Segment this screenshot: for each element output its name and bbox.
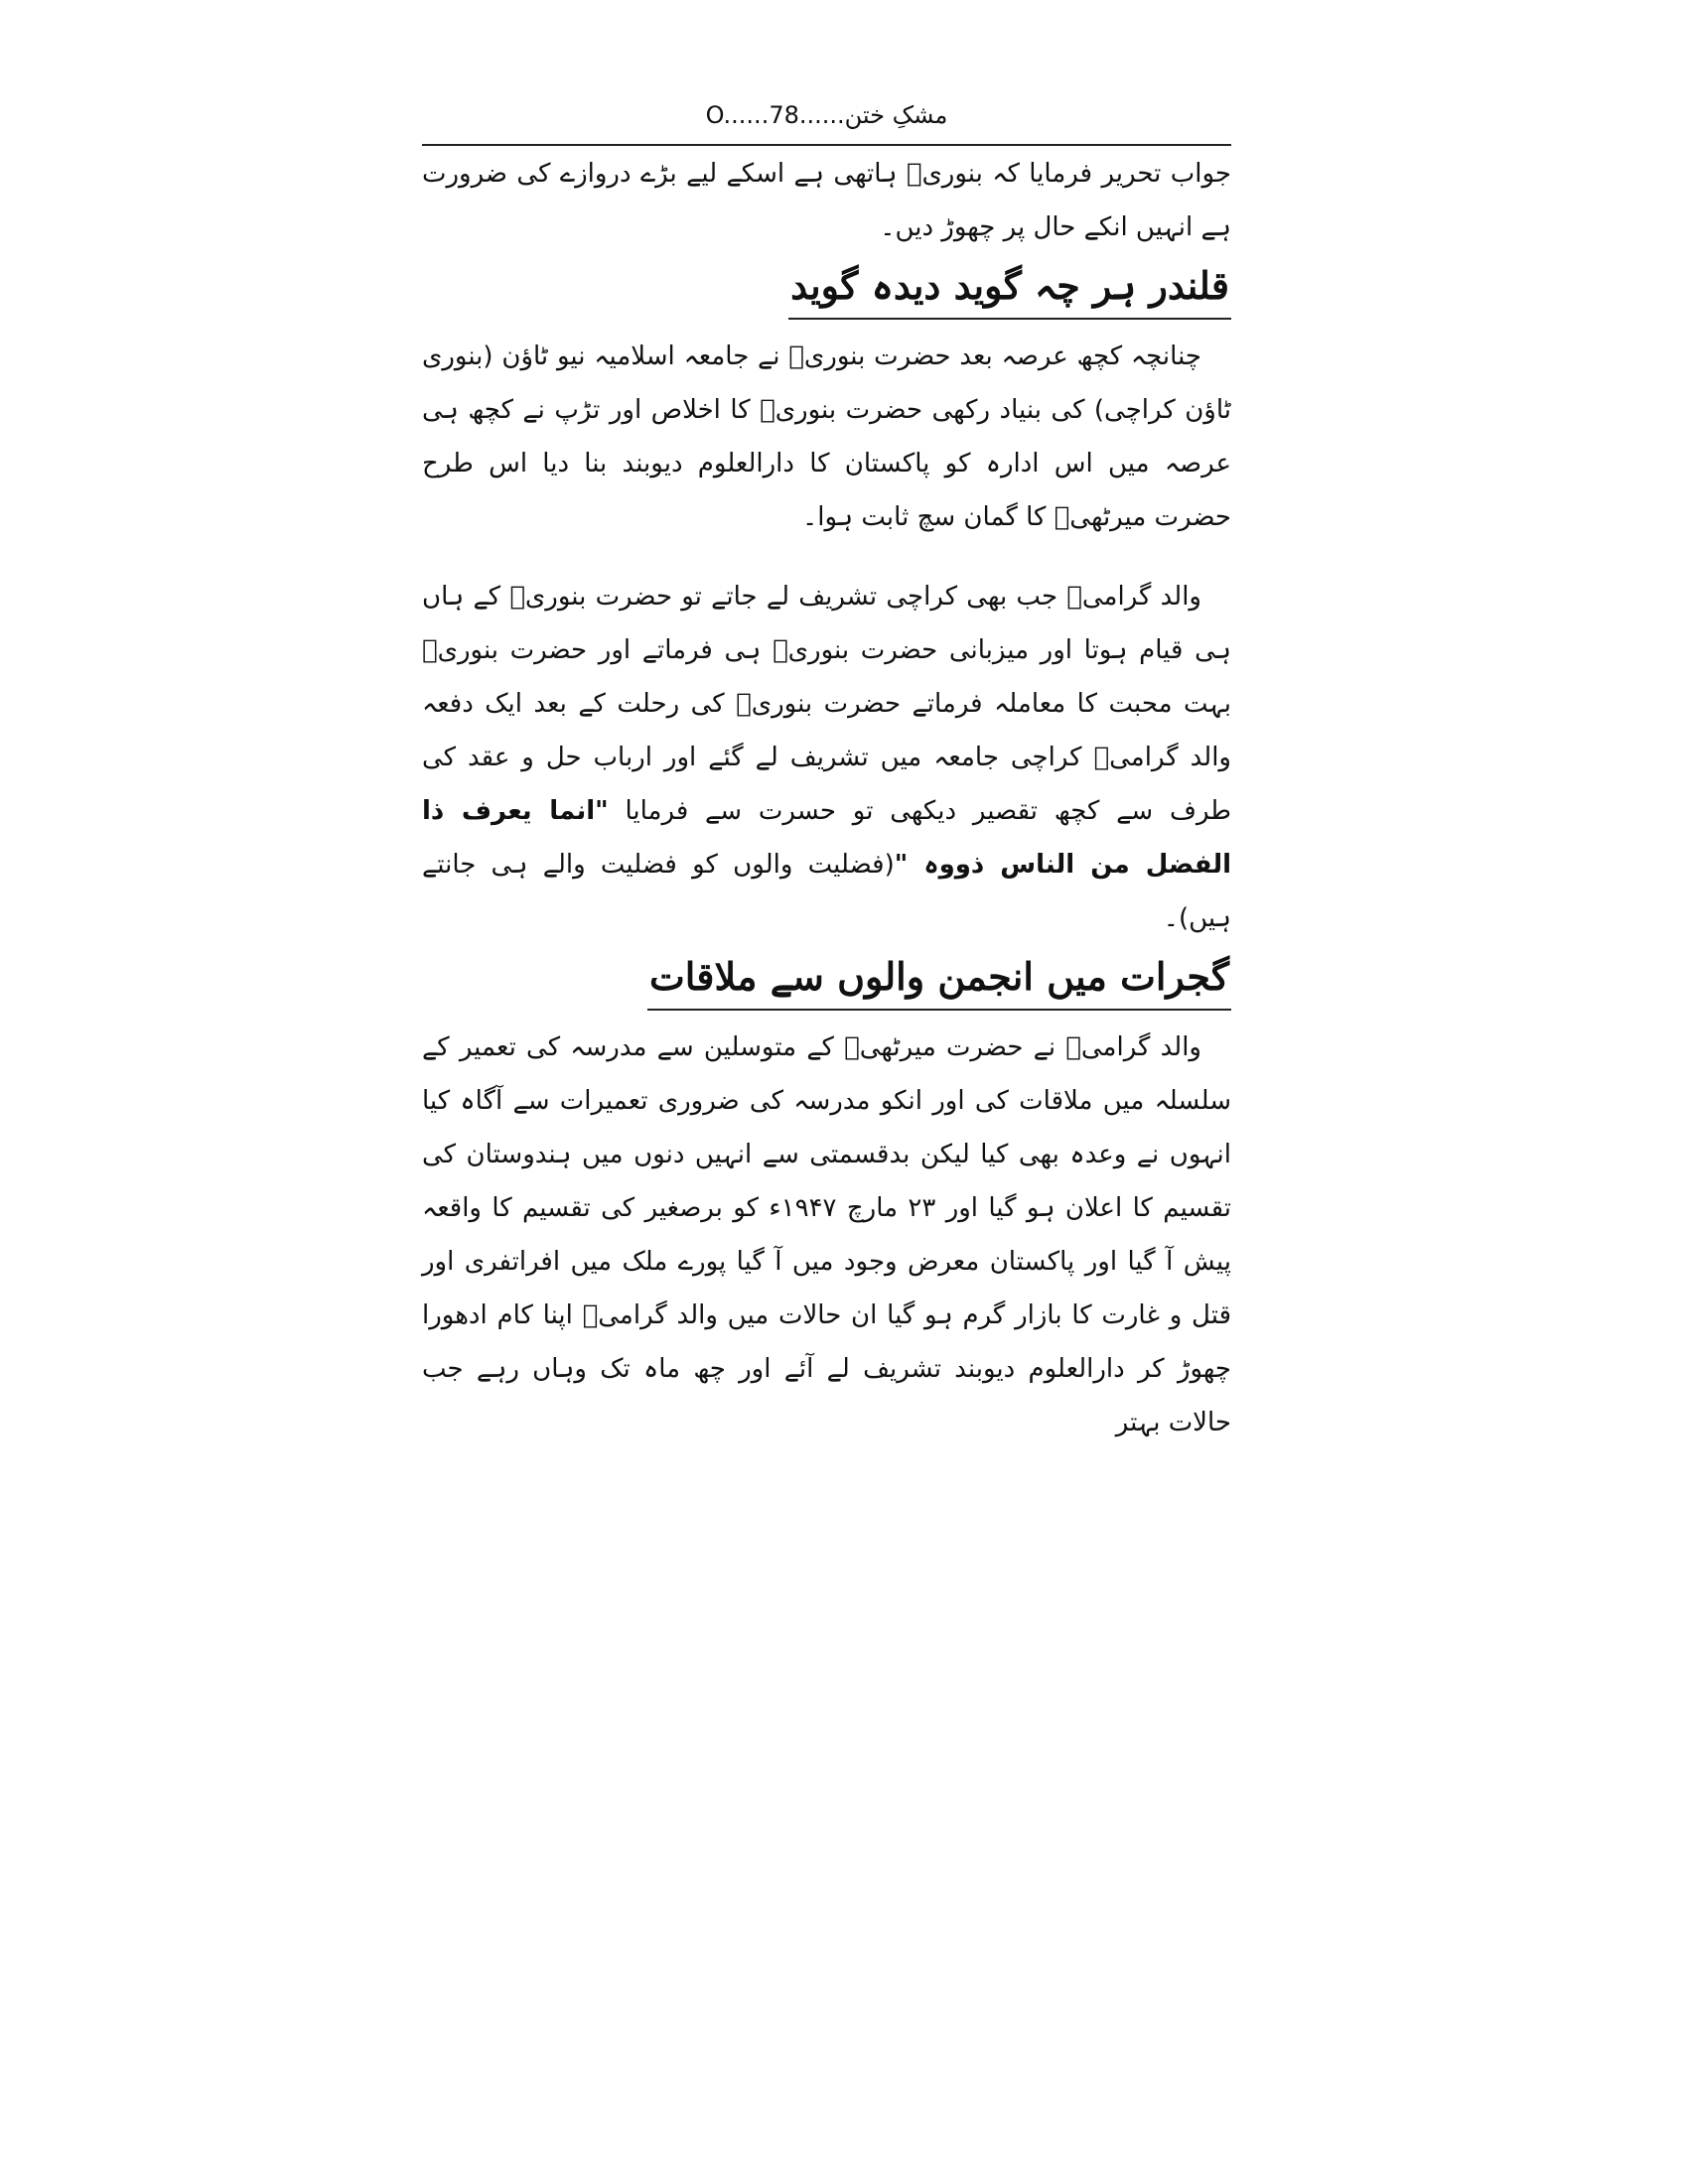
paragraph-gap [422,544,1231,570]
section-heading-gujrat: گجرات میں انجمن والوں سے ملاقات [647,949,1231,1011]
intro-paragraph: جواب تحریر فرمایا کہ بنوریؒ ہاتھی ہے اسکے لیے بڑے دروازے کی ضرورت ہے انہیں انکے حال پر چھوڑ دیں۔ [422,159,1231,242]
paragraph-gujrat-meeting: والد گرامیؒ نے حضرت میرٹھیؒ کے متوسلین سے مدرسہ کی تعمیر کے سلسلہ میں ملاقات کی اور انکو مدرسہ کی ضروری تعمیرات سے آگاہ کیا انہوں نے وعدہ بھی کیا لیکن بدقسمتی سے انہیں دنوں میں ہندوستان کی تقسیم کا اعلان ہو گیا اور ۲۳ مارچ ۱۹۴۷ء کو برصغیر کی تقسیم کا واقعہ پیش آ گیا اور پاکستان معرض وجود میں آ گیا پورے ملک میں افراتفری اور قتل و غارت کا بازار گرم ہو گیا ان حالات میں والد گرامیؒ اپنا کام ادھورا چھوڑ کر دارالعلوم دیوبند تشریف لے آئے اور چھ ماہ تک وہاں رہے جب حالات بہتر [422,1032,1231,1437]
paragraph-karachi-visit [422,570,1231,945]
paragraph-karachi-text: والد گرامیؒ جب بھی کراچی تشریف لے جاتے تو حضرت بنوریؒ کے ہاں ہی قیام ہوتا اور میزبانی حضرت بنوریؒ ہی فرماتے اور حضرت بنوریؒ بہت محبت کا معاملہ فرماتے حضرت بنوریؒ کی رحلت کے بعد ایک دفعہ والد گرامیؒ کراچی جامعہ میں تشریف لے گئے اور ارباب حل و عقد کی طرف سے کچھ تقصیر دیکھی تو حسرت سے فرمایا [422,582,1231,826]
heading2-wrap [422,949,1231,1011]
running-header: مشکِ ختن......O......78 [705,101,948,129]
heading1-wrap [422,258,1231,320]
arabic-quote: "انما یعرف ذا الفضل من الناس ذووہ " [422,796,1231,880]
quote-translation: (فضلیت والوں کو فضلیت والے ہی جانتے ہیں)۔ [422,850,1231,933]
page-content [422,147,1231,1449]
section-heading-qalandar: قلندر ہر چہ گوید دیدہ گوید [788,258,1231,320]
header-rule [422,144,1231,146]
paragraph-banuri-town: چنانچہ کچھ عرصہ بعد حضرت بنوریؒ نے جامعہ اسلامیہ نیو ٹاؤن (بنوری ٹاؤن کراچی) کی بنیاد رکھی حضرت بنوریؒ کا اخلاص اور تڑپ نے کچھ ہی عرصہ میں اس ادارہ کو پاکستان کا دارالعلوم دیوبند بنا دیا اس طرح حضرت میرٹھیؒ کا گمان سچ ثابت ہوا۔ [422,341,1231,532]
